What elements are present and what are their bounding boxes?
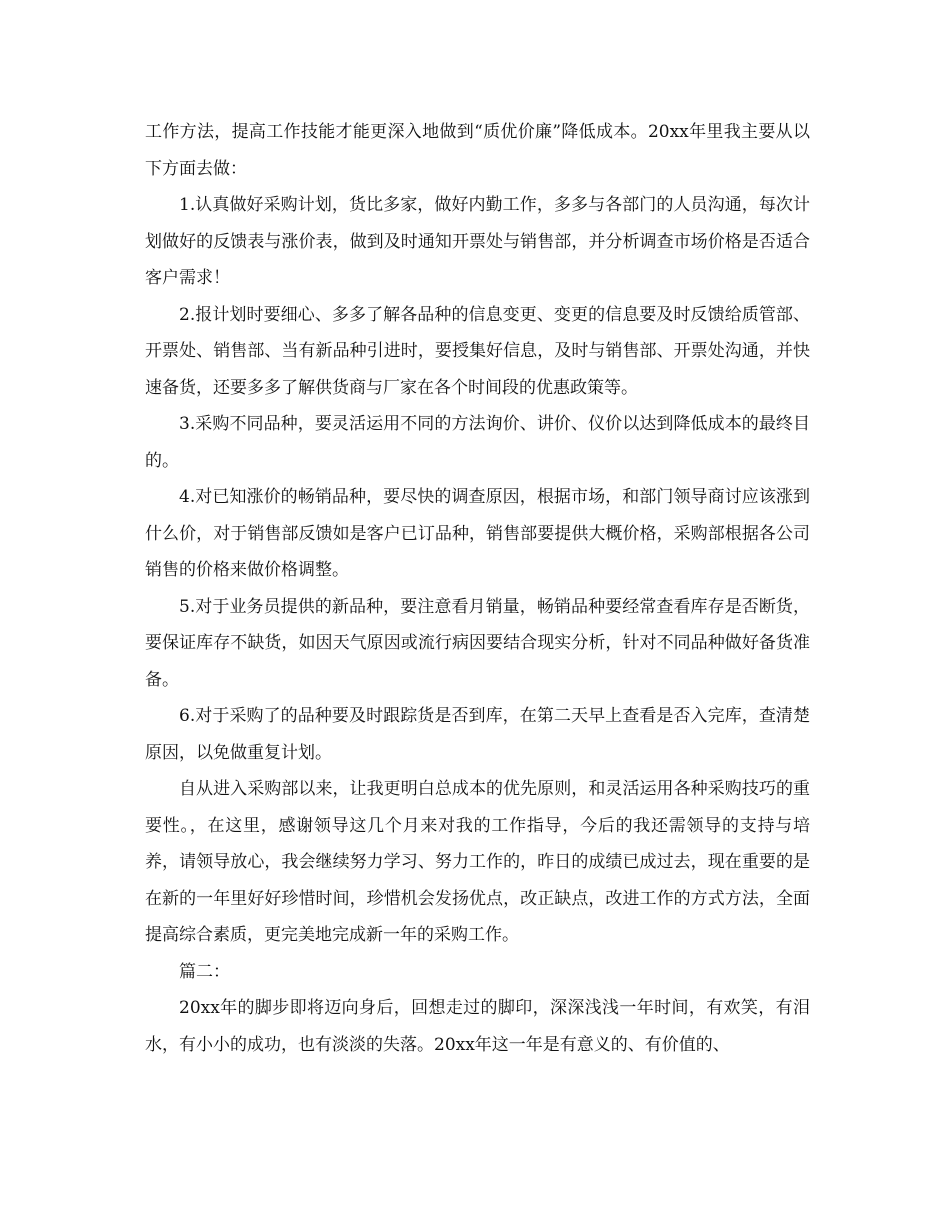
paragraph-item-1: 1.认真做好采购计划，货比多家，做好内勤工作，多多与各部门的人员沟通，每次计划做好的反馈表与涨价表，做到及时通知开票处与销售部，并分析调查市场价格是否适合客户需求！ <box>145 195 810 288</box>
paragraph-intro: 工作方法，提高工作技能才能更深入地做到“质优价廉”降低成本。20xx年里我主要从以下方面去做： <box>145 122 810 179</box>
paragraph-item-5: 5.对于业务员提供的新品种，要注意看月销量，畅销品种要经常查看库存是否断货，要保证库存不缺货，如因天气原因或流行病因要结合现实分析，针对不同品种做好备货准备。 <box>145 596 810 690</box>
paragraph-item-4: 4.对已知涨价的畅销品种，要尽快的调查原因，根据市场，和部门领导商讨应该涨到什么价，对于销售部反馈如是客户已订品种，销售部要提供大概价格，采购部根据各公司销售的价格来做价格调整。 <box>145 487 810 580</box>
paragraph-item-2: 2.报计划时要细心、多多了解各品种的信息变更、变更的信息要及时反馈给质管部、开票处、销售部、当有新品种引进时，要授集好信息，及时与销售部、开票处沟通，并快速备货，还要多多了解供货商与厂家在各个时间段的优惠政策等。 <box>145 304 810 398</box>
paragraph-item-6: 6.对于采购了的品种要及时跟踪货是否到库，在第二天早上查看是否入完库，查清楚原因，以免做重复计划。 <box>145 706 810 763</box>
paragraph-item-3: 3.采购不同品种，要灵活运用不同的方法询价、讲价、仪价以达到降低成本的最终目的。 <box>145 414 810 471</box>
document-body <box>145 114 810 1063</box>
paragraph-part-two-intro: 20xx年的脚步即将迈向身后，回想走过的脚印，深深浅浅一年时间，有欢笑，有泪水，有小小的成功，也有淡淡的失落。20xx年这一年是有意义的、有价值的、 <box>145 998 810 1055</box>
section-heading-part-two: 篇二： <box>179 961 230 982</box>
paragraph-conclusion: 自从进入采购部以来，让我更明白总成本的优先原则，和灵活运用各种采购技巧的重要性。，在这里，感谢领导这几个月来对我的工作指导，今后的我还需领导的支持与培养，请领导放心，我会继续努力学习、努力工作的，昨日的成绩已成过去，现在重要的是在新的一年里好好珍惜时间，珍惜机会发扬优点，改正缺点，改进工作的方式方法，全面提高综合素质，更完美地完成新一年的采购工作。 <box>145 779 810 945</box>
